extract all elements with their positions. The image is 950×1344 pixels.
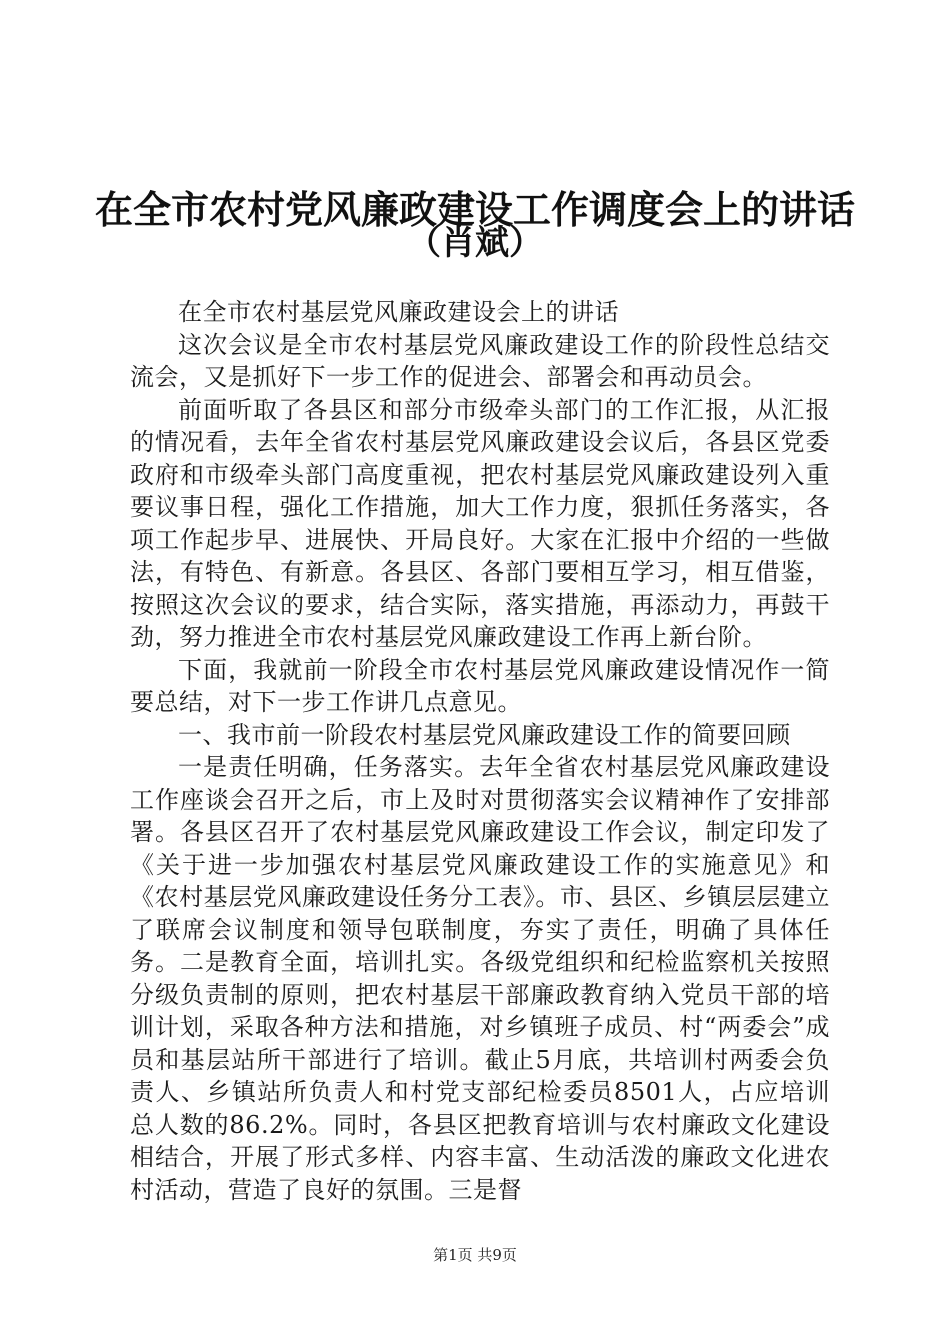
paragraph: 这次会议是全市农村基层党风廉政建设工作的阶段性总结交流会，又是抓好下一步工作的促进会、部署会和再动员会。 bbox=[130, 330, 830, 391]
document-subtitle: （肖斌） bbox=[407, 223, 543, 263]
paragraph: 一是责任明确，任务落实。去年全省农村基层党风廉政建设工作座谈会召开之后，市上及时对贯彻落实会议精神作了安排部署。各县区召开了农村基层党风廉政建设工作会议，制定印发了《关于进一步加强农村基层党风廉政建设工作的实施意见》和《农村基层党风廉政建设任务分工表》。市、县区、乡镇层层建立了联席会议制度和领导包联制度，夯实了责任，明确了具体任务。二是教育全面，培训扎实。各级党组织和纪检监察机关按照分级负责制的原则，把农村基层干部廉政教育纳入党员干部的培训计划，采取各种方法和措施，对乡镇班子成员、村“两委会”成员和基层站所干部进行了培训。截止5月底，共培训村两委会负责人、乡镇站所负责人和村党支部纪检委员8501人，占应培训总人数的86.2%。同时，各县区把教育培训与农村廉政文化建设相结合，开展了形式多样、内容丰富、生动活泼的廉政文化进农村活动，营造了良好的氛围。三是督 bbox=[130, 753, 830, 1204]
paragraph: 下面，我就前一阶段全市农村基层党风廉政建设情况作一简要总结，对下一步工作讲几点意见。 bbox=[130, 655, 830, 716]
page-footer: 第1页 共9页 bbox=[433, 1246, 517, 1264]
document-body bbox=[130, 296, 830, 1206]
paragraph-heading: 在全市农村基层党风廉政建设会上的讲话 bbox=[178, 298, 619, 326]
section-heading: 一、我市前一阶段农村基层党风廉政建设工作的简要回顾 bbox=[178, 720, 791, 749]
document-title: 在全市农村党风廉政建设工作调度会上的讲话 bbox=[94, 187, 855, 232]
paragraph: 前面听取了各县区和部分市级牵头部门的工作汇报，从汇报的情况看，去年全省农村基层党风廉政建设会议后，各县区党委政府和市级牵头部门高度重视，把农村基层党风廉政建设列入重要议事日程，强化工作措施，加大工作力度，狠抓任务落实，各项工作起步早、进展快、开局良好。大家在汇报中介绍的一些做法，有特色、有新意。各县区、各部门要相互学习，相互借鉴，按照这次会议的要求，结合实际，落实措施，再添动力，再鼓干劲，努力推进全市农村基层党风廉政建设工作再上新台阶。 bbox=[130, 395, 830, 651]
